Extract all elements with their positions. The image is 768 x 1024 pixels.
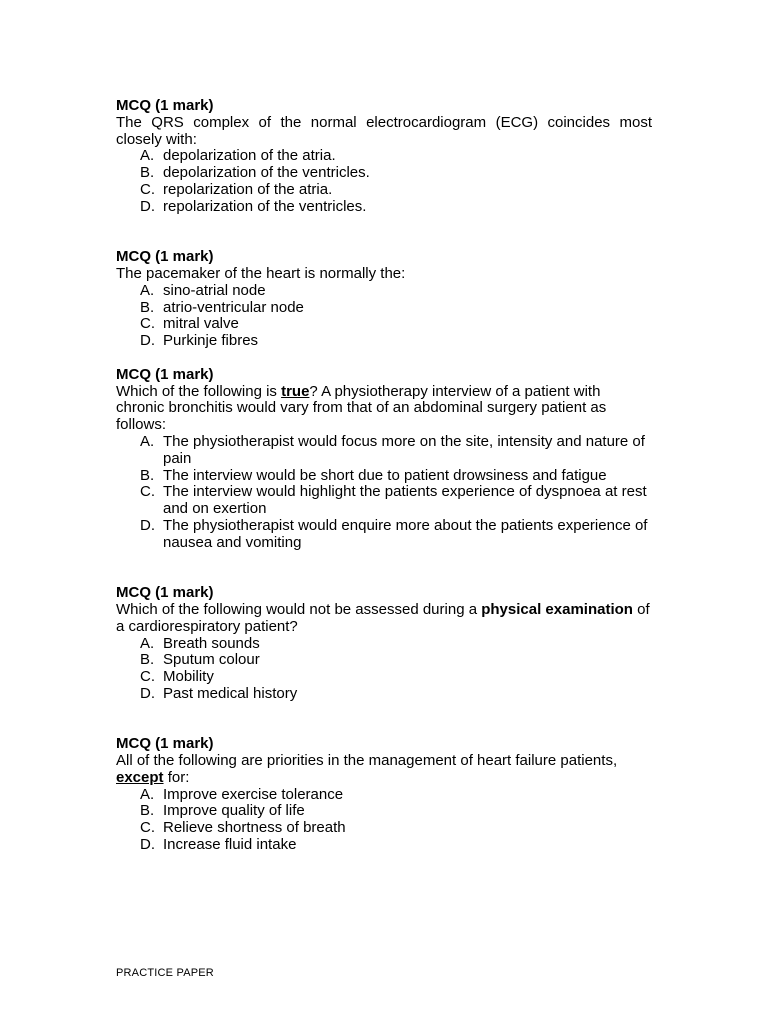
option-letter: A. [140, 634, 155, 652]
option-text: Improve exercise tolerance [163, 785, 344, 803]
option-letter: C. [140, 483, 155, 501]
stem-text: All of the following are priorities in the management of heart failure patients, [116, 752, 618, 770]
option-letter: D. [140, 836, 155, 854]
option-text: The interview would be short due to patient drowsiness and fatigue [163, 466, 607, 484]
stem-emphasis: true [281, 382, 310, 400]
spacer [116, 350, 652, 367]
spacer [116, 216, 652, 250]
option-letter: D. [140, 516, 155, 534]
option-letter: B. [140, 651, 155, 669]
option-text: Breath sounds [163, 634, 260, 652]
stem-text: ? A physiotherapy interview of a patient with chronic bronchitis would vary from that of an abdominal surgery patient as follows: [116, 382, 607, 434]
question-heading: MCQ (1 mark) [116, 584, 214, 602]
option-list [116, 636, 652, 703]
option-letter: D. [140, 684, 155, 702]
option-a [140, 636, 652, 653]
question-stem [116, 753, 652, 787]
option-text: repolarization of the atria. [163, 180, 333, 198]
option-d [140, 518, 652, 552]
option-b [140, 652, 652, 669]
option-c [140, 316, 652, 333]
question-2 [116, 249, 652, 350]
option-d [140, 199, 652, 216]
option-letter: B. [140, 466, 155, 484]
option-letter: B. [140, 802, 155, 820]
option-b [140, 300, 652, 317]
question-4 [116, 585, 652, 703]
question-stem: The QRS complex of the normal electrocardiogram (ECG) coincides most closely with: [116, 113, 652, 148]
option-text: depolarization of the ventricles. [163, 164, 370, 182]
option-a [140, 148, 652, 165]
page-footer: PRACTICE PAPER [116, 967, 214, 979]
option-letter: D. [140, 332, 155, 350]
stem-text: Which of the following is [116, 382, 282, 400]
option-c [140, 820, 652, 837]
option-letter: A. [140, 432, 155, 450]
option-c [140, 484, 652, 518]
question-3 [116, 367, 652, 552]
option-text: Relieve shortness of breath [163, 819, 346, 837]
stem-text: for: [163, 768, 190, 786]
option-text: Sputum colour [163, 651, 260, 669]
option-list [116, 148, 652, 215]
option-text: Improve quality of life [163, 802, 305, 820]
question-5 [116, 736, 652, 854]
option-text: Purkinje fibres [163, 332, 259, 350]
option-letter: B. [140, 298, 155, 316]
option-c [140, 669, 652, 686]
stem-text: of a cardiorespiratory patient? [116, 600, 650, 635]
question-heading: MCQ (1 mark) [116, 365, 214, 383]
option-text: Mobility [163, 668, 214, 686]
option-d [140, 686, 652, 703]
option-text: depolarization of the atria. [163, 147, 336, 165]
option-letter: B. [140, 164, 155, 182]
question-heading: MCQ (1 mark) [116, 735, 214, 753]
spacer [116, 703, 652, 737]
option-text: Increase fluid intake [163, 836, 297, 854]
option-c [140, 182, 652, 199]
spacer [116, 552, 652, 586]
option-letter: A. [140, 147, 155, 165]
question-stem [116, 602, 652, 636]
question-heading: MCQ (1 mark) [116, 97, 214, 114]
question-stem: The pacemaker of the heart is normally the: [116, 264, 406, 282]
option-a [140, 434, 652, 468]
option-text: The physiotherapist would enquire more about the patients experience of nausea and vomiting [163, 516, 648, 551]
option-text: repolarization of the ventricles. [163, 197, 367, 215]
option-letter: A. [140, 785, 155, 803]
option-text: The physiotherapist would focus more on the site, intensity and nature of pain [163, 432, 645, 467]
option-text: mitral valve [163, 315, 239, 333]
option-list [116, 434, 652, 552]
option-b [140, 803, 652, 820]
option-text: Past medical history [163, 684, 298, 702]
option-d [140, 837, 652, 854]
option-letter: A. [140, 281, 155, 299]
stem-text: Which of the following would not be assessed during a [116, 600, 482, 618]
option-b [140, 165, 652, 182]
stem-emphasis: physical examination [481, 600, 633, 618]
option-letter: D. [140, 197, 155, 215]
question-stem [116, 384, 652, 434]
option-list [116, 283, 652, 350]
option-list [116, 787, 652, 854]
option-d [140, 333, 652, 350]
option-a [140, 283, 652, 300]
question-1 [116, 98, 652, 216]
document-body [116, 98, 652, 854]
option-letter: C. [140, 180, 155, 198]
stem-emphasis: except [116, 768, 164, 786]
option-text: The interview would highlight the patients experience of dyspnoea at rest and on exertion [163, 483, 647, 518]
option-text: atrio-ventricular node [163, 298, 304, 316]
option-a [140, 787, 652, 804]
option-letter: C. [140, 668, 155, 686]
option-b [140, 468, 652, 485]
question-heading: MCQ (1 mark) [116, 248, 214, 266]
option-text: sino-atrial node [163, 281, 266, 299]
option-letter: C. [140, 819, 155, 837]
option-letter: C. [140, 315, 155, 333]
